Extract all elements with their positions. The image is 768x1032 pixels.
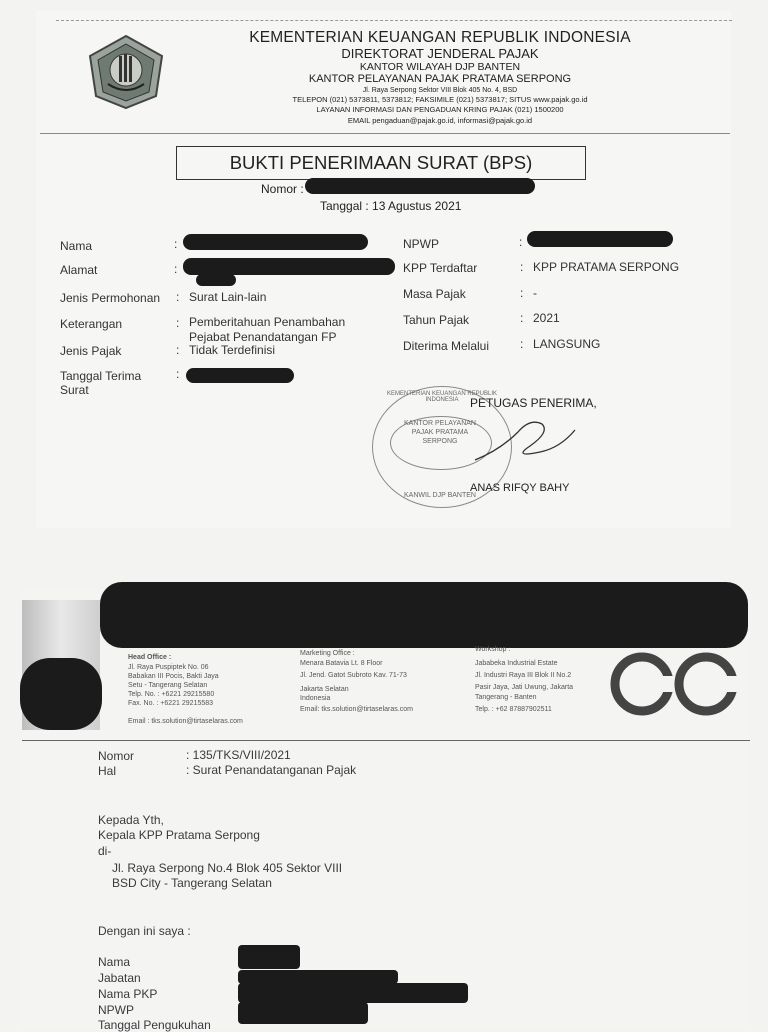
tanggal-text: Tanggal : 13 Agustus 2021 xyxy=(320,199,462,213)
redaction-letter-npwp xyxy=(238,1002,368,1024)
letter-addr-line: Jl. Raya Serpong No.4 Blok 405 Sektor VIII xyxy=(112,861,343,875)
head-office-line: Setu - Tangerang Selatan xyxy=(128,682,208,689)
redaction-alamat xyxy=(183,258,395,275)
letter-to-line: Kepala KPP Pratama Serpong xyxy=(98,828,260,842)
signature-icon xyxy=(470,410,580,470)
redaction-alamat-2 xyxy=(196,274,236,286)
header-phone: TELEPON (021) 5373811, 5373812; FAKSIMILE (021) 5373817; SITUS www.pajak.go.id xyxy=(292,95,588,104)
field-sep: : xyxy=(520,337,524,351)
field-value-jenis-permohonan: Surat Lain-lain xyxy=(189,290,267,304)
letter-field-label: Jabatan xyxy=(98,971,141,985)
field-value-keterangan: Pemberitahuan Penambahan xyxy=(189,315,346,329)
workshop-line: Telp. : +62 87887902511 xyxy=(475,706,552,713)
field-value-keterangan-2: Pejabat Penandatangan FP xyxy=(189,330,337,344)
field-label-masa-pajak: Masa Pajak xyxy=(403,287,466,301)
field-label-nama: Nama xyxy=(60,239,93,253)
field-sep: : xyxy=(176,367,180,381)
header-divider xyxy=(40,133,730,134)
field-label-tanggal-terima-2: Surat xyxy=(60,383,89,397)
workshop-title: Workshop : xyxy=(475,646,511,653)
officer-title: PETUGAS PENERIMA, xyxy=(470,396,597,410)
field-label-kpp-terdaftar: KPP Terdaftar xyxy=(403,261,478,275)
field-label-diterima-melalui: Diterima Melalui xyxy=(403,339,490,353)
field-sep: : xyxy=(520,311,524,325)
ministry-logo-icon xyxy=(86,34,166,110)
certification-badge-icon xyxy=(610,652,740,718)
field-label-npwp: NPWP xyxy=(403,237,439,251)
letter-field-label: Tanggal Pengukuhan xyxy=(98,1018,211,1032)
redaction-letter-nama xyxy=(238,945,300,969)
officer-name: ANAS RIFQY BAHY xyxy=(470,482,570,494)
field-label-keterangan: Keterangan xyxy=(60,317,123,331)
marketing-office-line: Jakarta Selatan xyxy=(300,686,349,693)
workshop-line: Tangerang - Banten xyxy=(475,694,537,701)
marketing-office-line: Email: tks.solution@tirtaselaras.com xyxy=(300,706,413,713)
field-label-alamat: Alamat xyxy=(60,263,98,277)
marketing-office-line: Menara Batavia Lt. 8 Floor xyxy=(300,660,383,667)
letter-hal-label: Hal xyxy=(98,764,117,778)
head-office-line: Email : tks.solution@tirtaselaras.com xyxy=(128,718,243,725)
field-sep: : xyxy=(174,237,178,251)
header-regional: KANTOR WILAYAH DJP BANTEN xyxy=(359,61,521,73)
field-value-masa-pajak: - xyxy=(533,286,537,300)
stamp-inner-2: PAJAK PRATAMA xyxy=(411,429,469,436)
stamp-outer-bottom: KANWIL DJP BANTEN xyxy=(404,492,476,499)
letter-field-label: Nama PKP xyxy=(98,987,158,1001)
marketing-office-title: Marketing Office : xyxy=(300,650,355,657)
redaction-letter-nama-pkp xyxy=(238,983,468,1003)
redaction-npwp xyxy=(527,231,673,247)
field-sep: : xyxy=(176,290,180,304)
letter-to-line: Kepada Yth, xyxy=(98,813,164,827)
redaction-company-name xyxy=(100,582,748,648)
stamp-inner-3: SERPONG xyxy=(422,438,458,445)
marketing-office-line: Indonesia xyxy=(300,695,331,702)
letter-nomor-value: : 135/TKS/VIII/2021 xyxy=(186,748,291,762)
field-label-jenis-permohonan: Jenis Permohonan xyxy=(60,291,161,305)
field-sep: : xyxy=(176,343,180,357)
letter-intro: Dengan ini saya : xyxy=(98,924,191,938)
header-service: LAYANAN INFORMASI DAN PENGADUAN KRING PAJAK (021) 1500200 xyxy=(316,105,564,114)
header-address: Jl. Raya Serpong Sektor VIII Blok 405 No. 4, BSD xyxy=(362,87,518,94)
letter-nomor-label: Nomor xyxy=(98,749,135,763)
field-sep: : xyxy=(176,316,180,330)
redaction-nama xyxy=(183,234,368,250)
stamp-outer-top: KEMENTERIAN KEUANGAN REPUBLIK INDONESIA xyxy=(386,391,498,403)
workshop-line: Pasir Jaya, Jati Uwung, Jakarta xyxy=(475,684,574,691)
head-office-line: Fax. No. : +6221 29215583 xyxy=(128,700,214,707)
redaction-tanggal-terima xyxy=(186,368,294,383)
letter-to-line: di- xyxy=(98,844,112,858)
header-ministry: KEMENTERIAN KEUANGAN REPUBLIK INDONESIA xyxy=(249,29,631,46)
field-sep: : xyxy=(520,286,524,300)
header-directorate: DIREKTORAT JENDERAL PAJAK xyxy=(341,46,539,61)
field-sep: : xyxy=(520,260,524,274)
head-office-line: Telp. No. : +6221 29215580 xyxy=(128,691,215,698)
document-title: BUKTI PENERIMAAN SURAT (BPS) xyxy=(176,146,586,180)
field-sep: : xyxy=(174,262,178,276)
redaction-logo xyxy=(20,658,102,730)
field-value-kpp-terdaftar: KPP PRATAMA SERPONG xyxy=(533,260,680,274)
nomor-label: Nomor : xyxy=(261,182,304,196)
workshop-line: Jl. Industri Raya III Blok II No.2 xyxy=(475,672,572,679)
header-office: KANTOR PELAYANAN PAJAK PRATAMA SERPONG xyxy=(308,73,572,85)
field-sep: : xyxy=(519,235,523,249)
letter-hal-value: : Surat Penandatanganan Pajak xyxy=(186,763,357,777)
head-office-title: Head Office : xyxy=(128,654,172,661)
workshop-line: Jababeka Industrial Estate xyxy=(475,660,558,667)
field-label-tahun-pajak: Tahun Pajak xyxy=(403,313,470,327)
header-email: EMAIL pengaduan@pajak.go.id, informasi@pajak.go.id xyxy=(347,116,533,125)
field-label-jenis-pajak: Jenis Pajak xyxy=(60,344,122,358)
top-dashed-line xyxy=(56,20,732,21)
marketing-office-line: Jl. Jend. Gatot Subroto Kav. 71-73 xyxy=(300,672,407,679)
letter-field-label: Nama xyxy=(98,955,131,969)
field-value-tahun-pajak: 2021 xyxy=(533,311,560,325)
field-value-jenis-pajak: Tidak Terdefinisi xyxy=(189,343,276,357)
letterhead-divider xyxy=(22,740,750,741)
field-label-tanggal-terima: Tanggal Terima xyxy=(60,369,142,383)
stamp-inner-1: KANTOR PELAYANAN xyxy=(404,420,476,427)
letter-addr-line: BSD City - Tangerang Selatan xyxy=(112,876,272,890)
redaction-letter-jabatan xyxy=(238,970,398,984)
letter-field-label: NPWP xyxy=(98,1003,134,1017)
redaction-nomor xyxy=(305,178,535,194)
field-value-diterima-melalui: LANGSUNG xyxy=(533,337,601,351)
head-office-line: Jl. Raya Puspiptek No. 06 xyxy=(128,664,209,671)
head-office-line: Babakan III Pocis, Bakti Jaya xyxy=(128,673,219,680)
